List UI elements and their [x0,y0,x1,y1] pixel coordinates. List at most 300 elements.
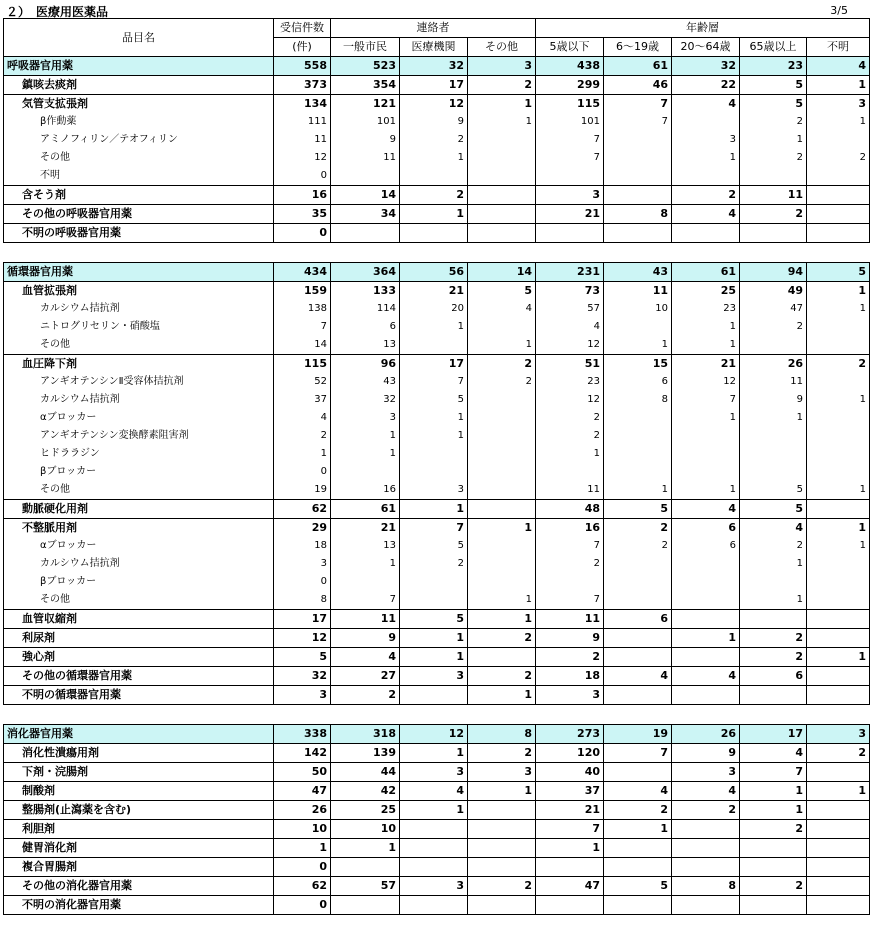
value-cell: 1 [536,445,604,463]
value-cell [400,820,468,839]
value-cell [604,445,672,463]
value-cell: 2 [807,355,870,374]
value-cell [274,243,331,263]
value-cell: 318 [331,725,400,744]
table-row [4,373,870,391]
value-cell: 10 [604,300,672,318]
value-cell: 22 [672,76,740,95]
value-cell: 19 [274,481,331,500]
table-row [4,131,870,149]
item-name-cell: 消化性潰瘍用剤 [4,744,274,763]
value-cell [400,224,468,243]
value-cell [672,896,740,915]
value-cell [740,224,807,243]
value-cell: 3 [468,763,536,782]
value-cell [604,131,672,149]
item-name-cell: 気管支拡張剤 [4,95,274,114]
value-cell: 1 [807,481,870,500]
value-cell: 5 [740,500,807,519]
value-cell [604,763,672,782]
value-cell: 4 [740,744,807,763]
value-cell [536,463,604,481]
value-cell: 1 [468,113,536,131]
value-cell: 37 [536,782,604,801]
value-cell [468,167,536,186]
value-cell: 1 [672,318,740,336]
value-cell [536,705,604,725]
col-other: その他 [468,38,536,57]
table-row [4,149,870,167]
value-cell: 133 [331,282,400,301]
table-row [4,391,870,409]
value-cell: 1 [740,801,807,820]
value-cell: 1 [468,782,536,801]
value-cell [672,555,740,573]
value-cell [740,427,807,445]
value-cell [672,445,740,463]
value-cell [807,205,870,224]
value-cell: 7 [400,519,468,538]
value-cell [468,858,536,877]
value-cell [807,555,870,573]
value-cell: 1 [672,336,740,355]
spacer-row [4,705,870,725]
value-cell [331,463,400,481]
value-cell: 1 [672,629,740,648]
value-cell: 1 [400,801,468,820]
value-cell: 40 [536,763,604,782]
value-cell: 29 [274,519,331,538]
value-cell: 2 [274,427,331,445]
value-cell [604,318,672,336]
value-cell: 7 [672,391,740,409]
value-cell: 2 [807,149,870,167]
value-cell [672,610,740,629]
value-cell: 1 [468,591,536,610]
item-name-cell: 複合胃腸剤 [4,858,274,877]
value-cell [468,391,536,409]
item-name-cell: αブロッカー [4,409,274,427]
value-cell: 5 [740,95,807,114]
value-cell: 12 [274,629,331,648]
value-cell: 12 [400,95,468,114]
value-cell: 6 [740,667,807,686]
value-cell: 32 [672,57,740,76]
value-cell: 6 [672,537,740,555]
value-cell: 7 [536,149,604,167]
value-cell: 523 [331,57,400,76]
value-cell [807,705,870,725]
item-name-cell: カルシウム拮抗剤 [4,391,274,409]
table-row [4,318,870,336]
value-cell [807,445,870,463]
table-row [4,427,870,445]
category-row [4,57,870,76]
value-cell: 5 [740,76,807,95]
value-cell [672,167,740,186]
value-cell: 9 [672,744,740,763]
value-cell [604,149,672,167]
item-name-cell: ニトログリセリン・硝酸塩 [4,318,274,336]
item-name-cell: 不明の呼吸器官用薬 [4,224,274,243]
value-cell [807,186,870,205]
value-cell: 6 [672,519,740,538]
value-cell: 134 [274,95,331,114]
value-cell [274,705,331,725]
item-name-cell: その他 [4,336,274,355]
table-row [4,573,870,591]
value-cell: 62 [274,877,331,896]
value-cell [807,610,870,629]
value-cell: 17 [400,76,468,95]
item-name-cell: 不整脈用剤 [4,519,274,538]
value-cell: 2 [672,186,740,205]
value-cell: 61 [604,57,672,76]
value-cell: 57 [536,300,604,318]
value-cell [468,427,536,445]
value-cell: 57 [331,877,400,896]
value-cell [604,705,672,725]
item-name-cell: 強心剤 [4,648,274,667]
value-cell: 2 [468,877,536,896]
value-cell: 16 [536,519,604,538]
value-cell: 364 [331,263,400,282]
value-cell: 115 [536,95,604,114]
value-cell: 5 [400,537,468,555]
value-cell [604,573,672,591]
value-cell: 19 [604,725,672,744]
table-row [4,445,870,463]
value-cell [400,686,468,705]
table-row [4,300,870,318]
value-cell [468,537,536,555]
value-cell [468,839,536,858]
value-cell: 101 [331,113,400,131]
value-cell: 14 [331,186,400,205]
value-cell: 43 [604,263,672,282]
item-name-cell: カルシウム拮抗剤 [4,555,274,573]
value-cell [604,409,672,427]
value-cell: 9 [331,629,400,648]
value-cell: 11 [536,610,604,629]
value-cell: 1 [468,95,536,114]
value-cell: 25 [331,801,400,820]
value-cell [468,205,536,224]
value-cell [807,427,870,445]
category-row [4,263,870,282]
value-cell [400,243,468,263]
value-cell: 1 [807,113,870,131]
table-row [4,167,870,186]
value-cell [604,555,672,573]
value-cell: 34 [331,205,400,224]
value-cell: 26 [274,801,331,820]
spacer-row [4,243,870,263]
value-cell: 3 [468,57,536,76]
value-cell [468,705,536,725]
value-cell: 1 [807,537,870,555]
value-cell: 7 [331,591,400,610]
value-cell: 21 [536,801,604,820]
value-cell [740,686,807,705]
value-cell: 11 [274,131,331,149]
value-cell: 4 [672,500,740,519]
value-cell [807,896,870,915]
value-cell: 42 [331,782,400,801]
value-cell: 1 [400,409,468,427]
value-cell [468,573,536,591]
value-cell [604,427,672,445]
value-cell [331,705,400,725]
value-cell: 1 [807,300,870,318]
value-cell: 5 [468,282,536,301]
value-cell: 354 [331,76,400,95]
value-cell: 1 [740,131,807,149]
value-cell [807,858,870,877]
value-cell [604,186,672,205]
value-cell [672,573,740,591]
value-cell: 5 [604,877,672,896]
value-cell [331,243,400,263]
value-cell [807,167,870,186]
item-name-cell: その他 [4,481,274,500]
table-row [4,610,870,629]
item-name-cell: 含そう剤 [4,186,274,205]
value-cell [468,500,536,519]
value-cell: 2 [740,820,807,839]
value-cell [807,318,870,336]
value-cell: 115 [274,355,331,374]
value-cell: 13 [331,537,400,555]
value-cell: 9 [331,131,400,149]
value-cell: 16 [274,186,331,205]
value-cell [807,409,870,427]
value-cell: 1 [400,205,468,224]
value-cell: 434 [274,263,331,282]
value-cell: 2 [740,205,807,224]
value-cell [740,858,807,877]
value-cell: 9 [536,629,604,648]
table-row [4,76,870,95]
table-row [4,336,870,355]
item-name-cell: 健胃消化剤 [4,839,274,858]
value-cell [807,801,870,820]
value-cell [468,648,536,667]
item-name-cell: アンギオテンシンⅡ受容体拮抗剤 [4,373,274,391]
value-cell [807,591,870,610]
value-cell: 5 [604,500,672,519]
item-name-cell: 下剤・浣腸剤 [4,763,274,782]
table-body [4,57,870,915]
value-cell: 21 [400,282,468,301]
value-cell [468,820,536,839]
col-public: 一般市民 [331,38,400,57]
value-cell: 6 [331,318,400,336]
value-cell: 4 [672,95,740,114]
value-cell: 21 [536,205,604,224]
item-name-cell: βブロッカー [4,463,274,481]
value-cell [672,820,740,839]
value-cell: 18 [536,667,604,686]
value-cell: 32 [331,391,400,409]
item-name-cell: 利胆剤 [4,820,274,839]
value-cell [604,896,672,915]
value-cell: 1 [400,149,468,167]
value-cell: 3 [536,186,604,205]
value-cell: 2 [672,801,740,820]
item-name-cell: 消化器官用薬 [4,725,274,744]
value-cell: 8 [468,725,536,744]
value-cell: 4 [536,318,604,336]
value-cell: 12 [274,149,331,167]
value-cell: 2 [740,648,807,667]
value-cell [807,500,870,519]
value-cell [536,573,604,591]
value-cell: 11 [331,149,400,167]
value-cell: 1 [807,519,870,538]
value-cell: 2 [400,186,468,205]
value-cell: 17 [740,725,807,744]
value-cell: 159 [274,282,331,301]
value-cell [400,858,468,877]
value-cell: 1 [468,686,536,705]
value-cell [740,167,807,186]
value-cell: 1 [400,318,468,336]
value-cell [468,243,536,263]
value-cell: 73 [536,282,604,301]
value-cell [740,445,807,463]
value-cell: 2 [740,318,807,336]
value-cell: 23 [672,300,740,318]
value-cell: 5 [807,263,870,282]
value-cell [604,167,672,186]
table-row [4,481,870,500]
value-cell [740,896,807,915]
col-unknown: 不明 [807,38,870,57]
value-cell: 8 [672,877,740,896]
value-cell [400,573,468,591]
col-medical: 医療機関 [400,38,468,57]
value-cell [536,167,604,186]
value-cell: 11 [331,610,400,629]
value-cell: 61 [672,263,740,282]
section-title: ２） 医療用医薬品 [6,5,109,19]
value-cell [468,481,536,500]
value-cell: 5 [400,391,468,409]
value-cell: 35 [274,205,331,224]
value-cell: 3 [672,763,740,782]
value-cell [604,591,672,610]
value-cell: 1 [807,391,870,409]
value-cell [604,648,672,667]
value-cell [536,224,604,243]
value-cell: 4 [274,409,331,427]
item-name-cell: 動脈硬化用剤 [4,500,274,519]
category-row [4,725,870,744]
value-cell [468,801,536,820]
value-cell: 0 [274,858,331,877]
table-row [4,519,870,538]
col-received-1: 受信件数 [274,19,331,38]
value-cell [604,686,672,705]
value-cell: 0 [274,224,331,243]
value-cell: 7 [604,744,672,763]
value-cell [400,591,468,610]
value-cell [807,763,870,782]
value-cell: 7 [400,373,468,391]
value-cell [807,243,870,263]
value-cell: 11 [740,186,807,205]
value-cell [672,463,740,481]
item-name-cell: 不明の消化器官用薬 [4,896,274,915]
value-cell [400,705,468,725]
value-cell: 2 [536,555,604,573]
value-cell [468,131,536,149]
value-cell [536,243,604,263]
value-cell: 3 [400,667,468,686]
value-cell: 8 [604,205,672,224]
value-cell: 9 [740,391,807,409]
item-name-cell: 血圧降下剤 [4,355,274,374]
value-cell: 4 [672,667,740,686]
value-cell [807,463,870,481]
value-cell: 1 [807,648,870,667]
value-cell: 1 [331,427,400,445]
value-cell: 1 [468,610,536,629]
table-row [4,500,870,519]
value-cell: 16 [331,481,400,500]
value-cell [740,463,807,481]
table-row [4,896,870,915]
value-cell: 1 [274,839,331,858]
value-cell [331,167,400,186]
value-cell: 2 [807,744,870,763]
value-cell: 44 [331,763,400,782]
table-row [4,667,870,686]
value-cell: 18 [274,537,331,555]
value-cell: 121 [331,95,400,114]
value-cell: 21 [331,519,400,538]
value-cell: 2 [468,373,536,391]
value-cell [807,373,870,391]
value-cell [672,686,740,705]
item-name-cell: β作動薬 [4,113,274,131]
value-cell [468,463,536,481]
value-cell: 7 [604,95,672,114]
value-cell [400,839,468,858]
value-cell: 3 [274,555,331,573]
value-cell: 10 [331,820,400,839]
value-cell [807,131,870,149]
value-cell: 43 [331,373,400,391]
item-name-cell: 不明 [4,167,274,186]
item-name-cell: その他の呼吸器官用薬 [4,205,274,224]
value-cell [807,224,870,243]
value-cell: 2 [331,686,400,705]
item-name-cell: βブロッカー [4,573,274,591]
value-cell [672,705,740,725]
value-cell: 61 [331,500,400,519]
value-cell: 1 [536,839,604,858]
value-cell: 13 [331,336,400,355]
value-cell: 1 [331,555,400,573]
value-cell: 2 [740,629,807,648]
value-cell: 1 [672,149,740,167]
value-cell: 7 [536,537,604,555]
value-cell: 52 [274,373,331,391]
value-cell: 338 [274,725,331,744]
value-cell: 231 [536,263,604,282]
